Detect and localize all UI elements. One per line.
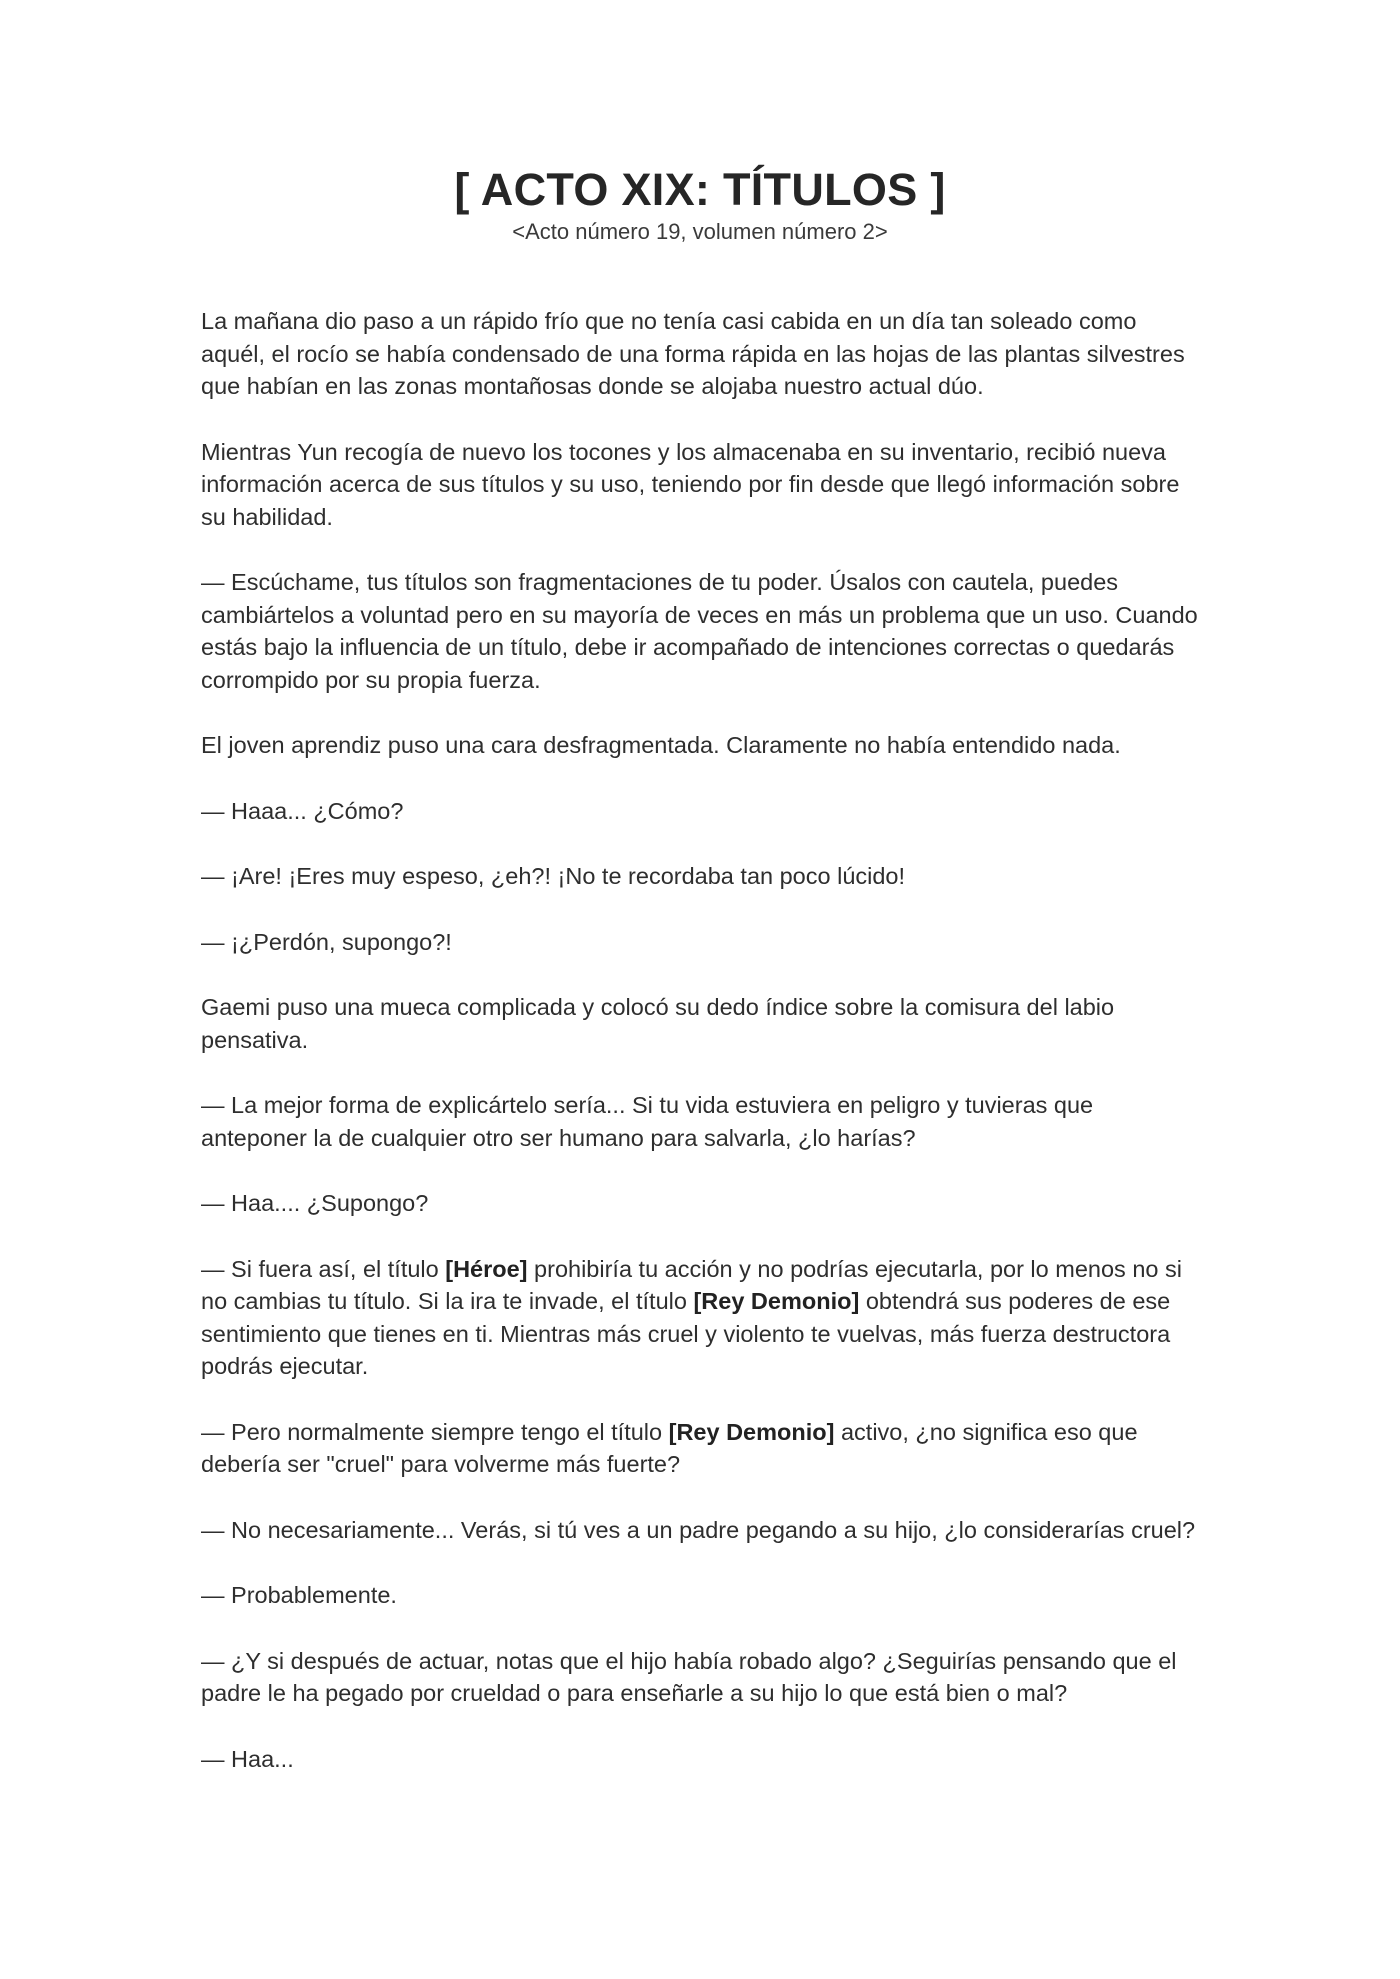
dialogue-line-titles <box>201 1416 1201 1481</box>
dialogue-line: — Probablemente. <box>201 1582 397 1608</box>
text-run: — Si fuera así, el título <box>201 1255 446 1282</box>
dialogue-line: — ¡¿Perdón, supongo?! <box>201 928 452 955</box>
dialogue-line: — Haa.... ¿Supongo? <box>201 1190 429 1216</box>
chapter-title: [ ACTO XIX: TÍTULOS ] <box>454 164 946 215</box>
title-rey-demonio: [Rey Demonio] <box>668 1418 835 1445</box>
paragraph: Mientras Yun recogía de nuevo los tocones y los almacenaba en su inventario, recibió nueva información acerca de sus títulos y su uso, teniendo por fin desde que llegó información sobre su habilidad. <box>201 438 1180 530</box>
dialogue-line: — La mejor forma de explicártelo sería... Si tu vida estuviera en peligro y tuvieras que anteponer la de cualquier otro ser humano para salvarla, ¿lo harías? <box>201 1092 1094 1151</box>
paragraph: Gaemi puso una mueca complicada y colocó su dedo índice sobre la comisura del labio pensativa. <box>201 994 1115 1053</box>
text-run: — Pero normalmente siempre tengo el título <box>201 1418 669 1445</box>
title-rey-demonio: [Rey Demonio] <box>693 1288 860 1314</box>
paragraph: La mañana dio paso a un rápido frío que no tenía casi cabida en un día tan soleado como aquél, el rocío se había condensado de una forma rápida en las hojas de las plantas silvestres que habían en las zonas montañosas donde se alojaba nuestro actual dúo. <box>201 308 1185 399</box>
text-run: obtendrá sus poderes de ese sentimiento que tienes en ti. Mientras más cruel y violento te vuelvas, más fuerza destructora podrás ejecutar. <box>201 1288 1171 1379</box>
dialogue-line: — ¿Y si después de actuar, notas que el hijo había robado algo? ¿Seguirías pensando que el padre le ha pegado por crueldad o para enseñarle a su hijo lo que está bien o mal? <box>201 1647 1177 1706</box>
dialogue-line: — No necesariamente... Verás, si tú ves a un padre pegando a su hijo, ¿lo considerarías cruel? <box>201 1516 1196 1543</box>
chapter-body <box>201 305 1201 1808</box>
paragraph: — Escúchame, tus títulos son fragmentaciones de tu poder. Úsalos con cautela, puedes cambiártelos a voluntad pero en su mayoría de veces en más un problema que un uso. Cuando estás bajo la influencia de un título, debe ir acompañado de intenciones correctas o quedarás corrompido por su propia fuerza. <box>201 569 1198 693</box>
text-run: activo, ¿no significa eso que debería ser "cruel" para volverme más fuerte? <box>201 1418 1138 1477</box>
title-heroe: [Héroe] <box>445 1255 528 1282</box>
dialogue-line-titles <box>201 1253 1201 1383</box>
dialogue-line: — ¡Are! ¡Eres muy espeso, ¿eh?! ¡No te recordaba tan poco lúcido! <box>201 863 906 889</box>
paragraph: El joven aprendiz puso una cara desfragmentada. Claramente no había entendido nada. <box>201 732 1121 758</box>
chapter-subtitle: <Acto número 19, volumen número 2> <box>512 219 888 244</box>
dialogue-line: — Haaa... ¿Cómo? <box>201 797 404 824</box>
dialogue-line: — Haa... <box>201 1745 294 1772</box>
text-run: prohibiría tu acción y no podrías ejecutarla, por lo menos no si no cambias tu título. Si la ira te invade, el título <box>201 1255 1182 1314</box>
